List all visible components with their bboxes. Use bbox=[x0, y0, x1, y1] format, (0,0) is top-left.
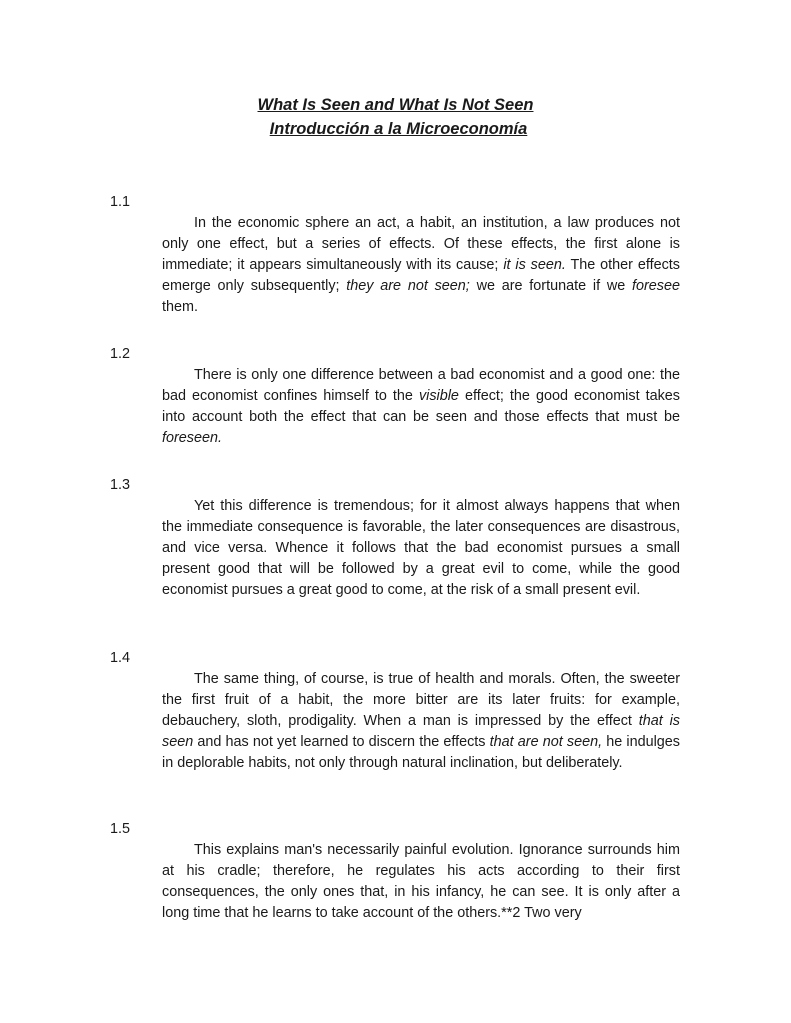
section-paragraph bbox=[162, 365, 680, 449]
italic-segment: foreseen. bbox=[162, 429, 223, 446]
title-block bbox=[0, 93, 791, 141]
section-number: 1.4 bbox=[110, 650, 131, 666]
section-number: 1.3 bbox=[110, 477, 131, 493]
text-segment: The same thing, of course, is true of health and morals. Often, the sweeter the first fruit of a habit, the more bitter are its later fruits: for example, debauchery, sloth, prodigality. When a man is impressed by the effect bbox=[162, 671, 680, 729]
text-segment: he indulges in deplorable habits, not only through natural inclination, but deliberately. bbox=[162, 733, 680, 771]
text-segment: In the economic sphere an act, a habit, an institution, a law produces not only one effect, but a series of effects. Of these effects, the first alone is immediate; it appears simultaneously with its cause; bbox=[162, 215, 680, 273]
text-segment: we are fortunate if we bbox=[469, 277, 632, 294]
italic-segment: it is seen. bbox=[503, 256, 566, 273]
text-segment: and has not yet learned to discern the effects bbox=[193, 733, 490, 750]
text-segment: There is only one difference between a bad economist and a good one: the bad economist confines himself to the bbox=[162, 367, 680, 404]
section-paragraph bbox=[162, 840, 680, 924]
italic-segment: that is seen bbox=[162, 712, 680, 750]
italic-segment: that are not seen, bbox=[489, 733, 603, 750]
italic-segment: visible bbox=[418, 387, 459, 404]
text-segment: them. bbox=[162, 298, 198, 315]
italic-segment: they are not seen; bbox=[346, 277, 470, 294]
text-segment: The other effects emerge only subsequently; bbox=[162, 256, 680, 294]
section-paragraph bbox=[162, 496, 680, 601]
document-subtitle: Introducción a la Microeconomía bbox=[269, 120, 528, 138]
text-segment: This explains man's necessarily painful evolution. Ignorance surrounds him at his cradle; therefore, he regulates his acts according to their first consequences, the only ones that, in his infancy, he can see. It is only after a long time that he learns to take account of the others.**2 Two very bbox=[162, 842, 680, 921]
section-paragraph bbox=[162, 669, 680, 774]
section-paragraph bbox=[162, 213, 680, 318]
text-segment: effect; the good economist takes into account both the effect that can be seen and those effects that must be bbox=[162, 387, 680, 425]
text-segment: Yet this difference is tremendous; for it almost always happens that when the immediate consequence is favorable, the later consequences are disastrous, and vice versa. Whence it follows that the bad economist pursues a small present good that will be followed by a great evil to come, while the good economist pursues a great good to come, at the risk of a small present evil. bbox=[162, 498, 680, 598]
italic-segment: foresee bbox=[632, 277, 680, 294]
document-title: What Is Seen and What Is Not Seen bbox=[257, 96, 534, 114]
section-number: 1.2 bbox=[110, 346, 131, 362]
section-number: 1.5 bbox=[110, 821, 131, 837]
section-number: 1.1 bbox=[110, 194, 131, 210]
